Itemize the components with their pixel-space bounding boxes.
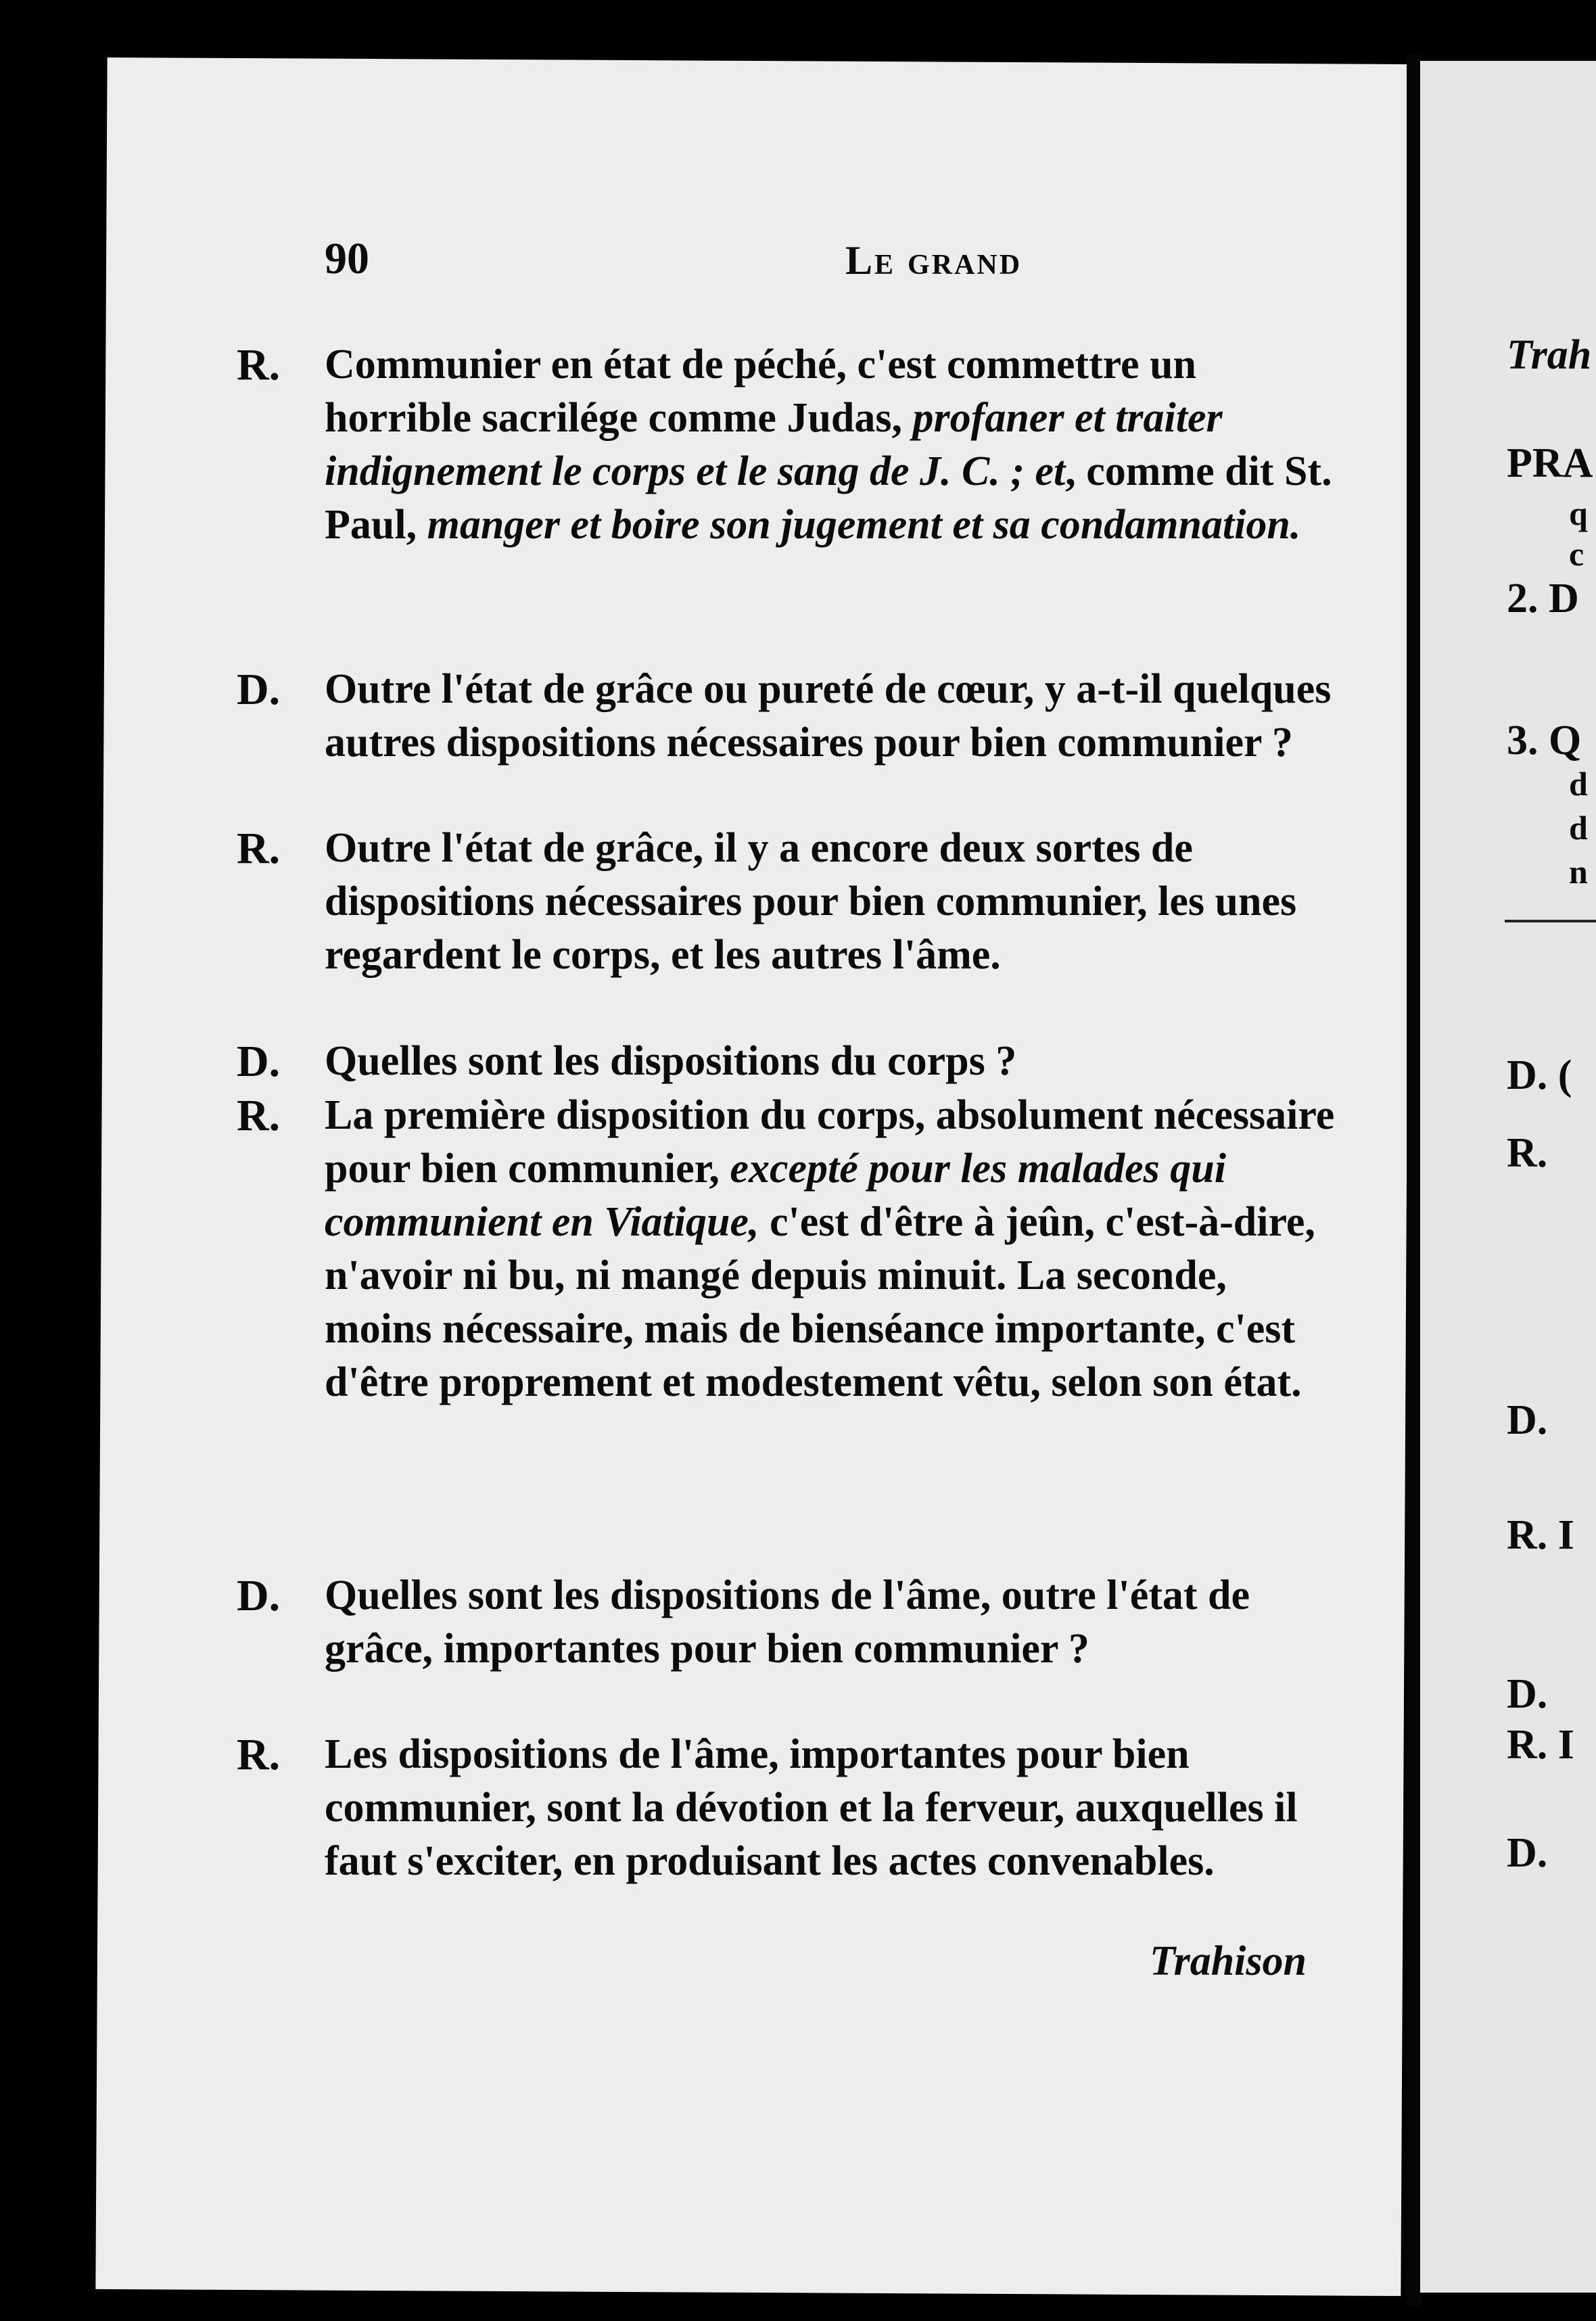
right-page-fragment: R. I — [1507, 1512, 1574, 1558]
entry-text-part: c'est d'être à jeûn, c'est-à-dire, n'avoir ni bu, ni mangé depuis minuit. La seconde, moins nécessaire, mais de bienséance importante, c'est d'être proprement et modestement vêtu, selon son état. — [325, 1199, 1315, 1405]
right-page-fragment: n — [1569, 853, 1588, 891]
entry-text-part: Les dispositions de l'âme, importantes pour bien communier, sont la dévotion et la ferveur, auxquelles il faut s'exciter, en produisant les actes convenables. — [325, 1731, 1298, 1884]
entry-text — [325, 338, 1339, 552]
entry-marker: D. — [237, 1571, 281, 1620]
entry-text-part: Outre l'état de grâce, il y a encore deux sortes de dispositions nécessaires pour bien communier, les unes regardent le corps, et les autres l'âme. — [325, 825, 1297, 978]
right-page-fragment: D. — [1507, 1671, 1548, 1717]
entry-marker: R. — [237, 340, 281, 390]
running-head — [223, 233, 1353, 301]
right-page-fragment: D. — [1507, 1397, 1548, 1443]
right-page-fragment: Trah — [1507, 332, 1592, 378]
entry-marker: R. — [237, 824, 281, 873]
right-page-fragment: 2. D — [1507, 576, 1579, 622]
qa-entry — [237, 1089, 1339, 1409]
entry-marker: R. — [237, 1730, 281, 1779]
qa-entry — [237, 1569, 1339, 1676]
right-page-fragment: D. ( — [1507, 1052, 1572, 1098]
entry-text-part-italic: profaner et traiter indignement le corps et le sang de J. C. ; et — [325, 395, 1223, 494]
entry-text-part: , comme dit St. Paul, — [325, 448, 1332, 548]
right-page-rule — [1505, 920, 1596, 922]
entry-text-part-italic: manger et boire son jugement et sa condamnation. — [427, 502, 1301, 548]
qa-entry — [237, 1035, 1339, 1088]
entry-text-part: La première disposition du corps, absolument nécessaire pour bien communier, — [325, 1092, 1335, 1192]
right-page-fragment: R. — [1507, 1130, 1548, 1176]
entry-marker: D. — [237, 1037, 281, 1086]
right-page-fragment: R. I — [1507, 1722, 1574, 1768]
entry-text — [325, 1089, 1339, 1409]
entry-text-part-italic: excepté pour les malades qui communient en Viatique, — [325, 1146, 1227, 1245]
qa-entry — [237, 663, 1339, 770]
entry-text — [325, 822, 1339, 982]
right-page-fragment: d — [1569, 765, 1588, 803]
right-page-fragment: q — [1569, 494, 1588, 532]
entry-text — [325, 1569, 1339, 1676]
entry-text-part: Communier en état de péché, c'est commettre un horrible sacrilége comme Judas, — [325, 342, 1197, 441]
page-number: 90 — [325, 234, 369, 283]
right-page-fragment: PRA — [1507, 440, 1593, 486]
entry-text — [325, 663, 1339, 770]
catchword: Trahison — [1150, 1938, 1307, 1984]
qa-entry — [237, 822, 1339, 982]
entry-text — [325, 1728, 1339, 1888]
right-page-fragment: d — [1569, 809, 1588, 847]
entry-text-part: Quelles sont les dispositions de l'âme, outre l'état de grâce, importantes pour bien communier ? — [325, 1572, 1250, 1672]
entry-text-part: Outre l'état de grâce ou pureté de cœur, y a-t-il quelques autres dispositions nécessaires pour bien communier ? — [325, 666, 1332, 766]
book-gutter — [1407, 54, 1422, 2306]
qa-entry — [237, 1728, 1339, 1888]
right-page-fragment: D. — [1507, 1830, 1548, 1876]
entry-text-part: Quelles sont les dispositions du corps ? — [325, 1038, 1017, 1084]
entry-text — [325, 1035, 1339, 1088]
right-page-fragment: 3. Q — [1507, 718, 1582, 764]
right-page-fragment: c — [1569, 535, 1585, 573]
entry-marker: R. — [237, 1091, 281, 1140]
qa-entry — [237, 338, 1339, 552]
entry-marker: D. — [237, 665, 281, 714]
running-title: Le grand — [845, 238, 1023, 283]
